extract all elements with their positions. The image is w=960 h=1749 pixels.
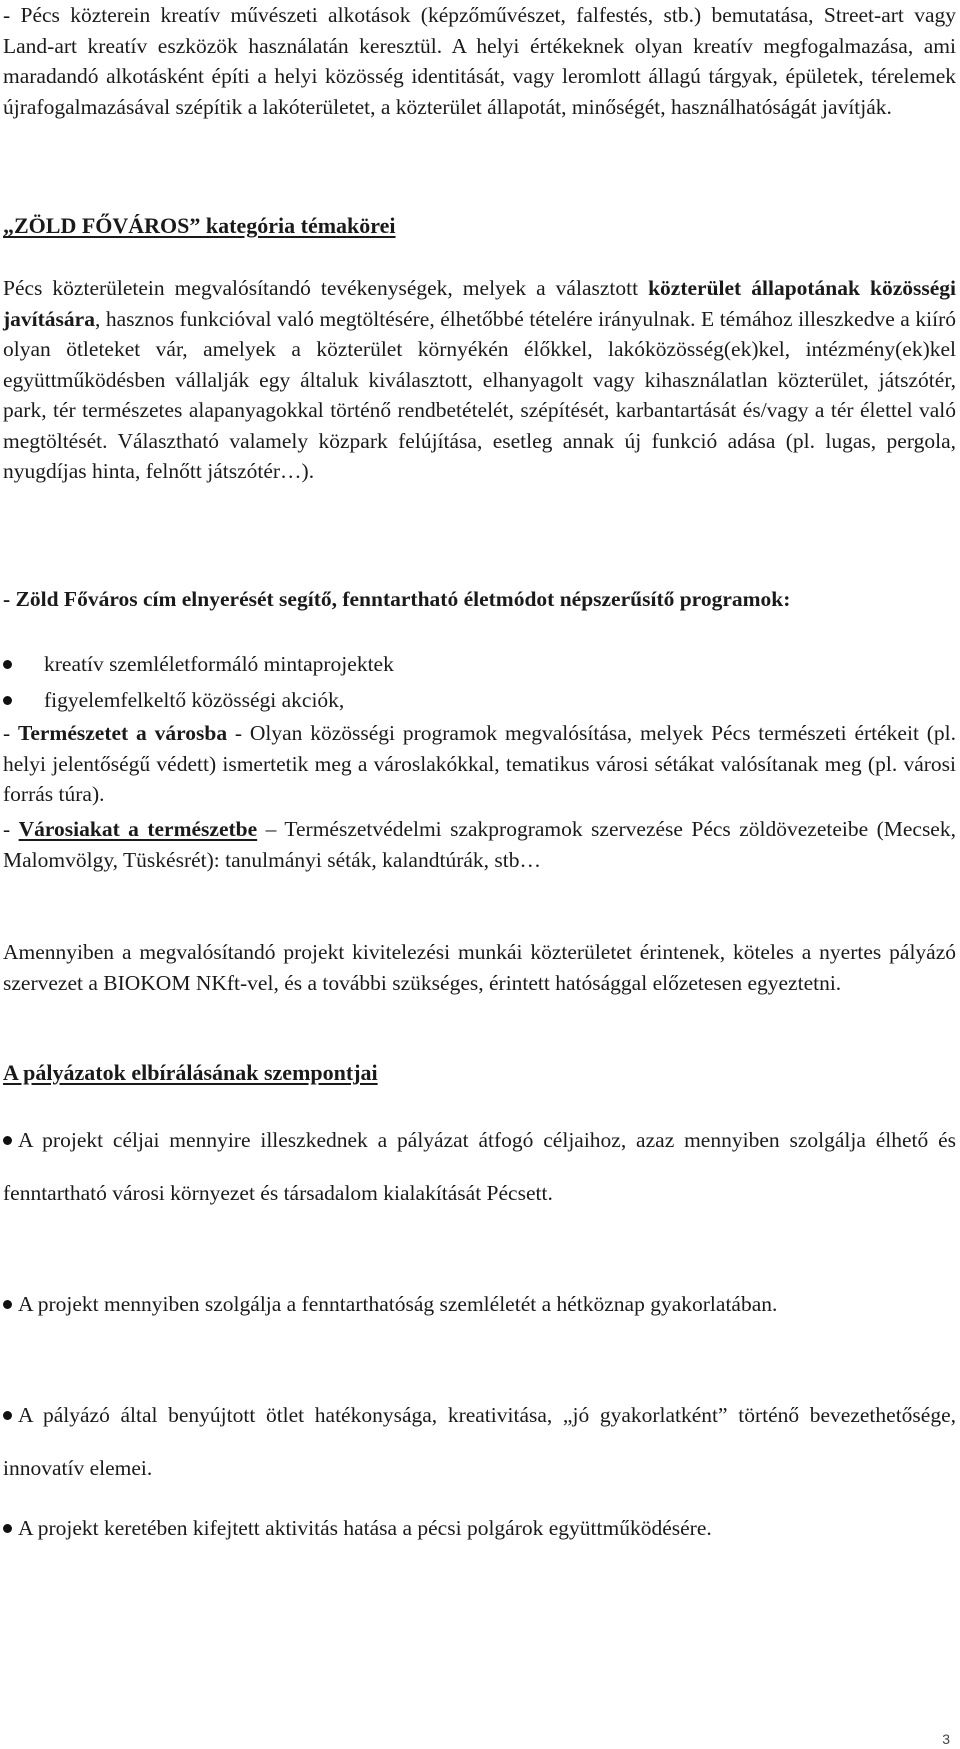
bullet-dot-icon [3, 1136, 12, 1145]
criteria-item-2-text: A projekt mennyiben szolgálja a fenntarthatóság szemléletét a hétköznap gyakorlatában. [18, 1292, 778, 1316]
green-paragraph-bold: közterület állapotának közösségi javítására [3, 276, 956, 331]
intro-rest: bemutatása, Street-art vagy Land-art kreatív eszközök használatán keresztül. A helyi értékeknek olyan kreatív megfogalmazása, ami maradandó alkotásként építi a helyi közösség identitását, vagy leromlott állagú tárgyak, épületek, térelemek újrafogalmazásával szépítik a lakóterületet, a közterület állapotát, minőségét, használhatóságát javítják. [3, 3, 956, 119]
city-nature-text: – Természetvédelmi szakprogramok szervezése Pécs zöldövezeteibe (Mecsek, Malomvölgy, Tüskésrét): tanulmányi séták, kalandtúrák, stb… [3, 817, 956, 872]
programs-heading: - Zöld Főváros cím elnyerését segítő, fenntartható életmódot népszerűsítő programok: [3, 587, 791, 611]
program-bullet-1 [3, 649, 956, 680]
green-paragraph-part2: , hasznos funkcióval való megtöltésére, élhetőbbé tételére irányulnak. E témához illeszkedve a kiíró olyan ötleteket vár, amelyek a közterület környékén élőkkel, lakóközösség(ek)kel, intézmény(ek)kel együttműködésben vállalják egy általuk kiválasztott, elhanyagolt vagy kihasználatlan közterület, játszótér, park, tér természetes alapanyagokkal történő rendbetételét, szépítését, karbantartását és/vagy a tér élettel való megtöltését. Választható valamely közpark felújítása, esetleg annak új funkció adása (pl. lugas, pergola, nyugdíjas hinta, felnőtt játszótér…). [3, 306, 956, 483]
criteria-item-2 [3, 1278, 956, 1331]
criteria-item-1 [3, 1114, 956, 1220]
criteria-item-3-text: A pályázó által benyújtott ötlet hatékonysága, kreativitása, „jó gyakorlatként” történő bevezethetősége, innovatív elemei. [3, 1403, 956, 1480]
criteria-heading: A pályázatok elbírálásának szempontjai [3, 1060, 378, 1085]
program-bullet-1-text: kreatív szemléletformáló mintaprojektek [44, 652, 394, 676]
page-number: 3 [942, 1731, 950, 1747]
criteria-item-4-text: A projekt keretében kifejtett aktivitás hatása a pécsi polgárok együttműködésére. [18, 1516, 712, 1540]
bullet-dot-icon [3, 696, 12, 705]
nature-city-dash: - [3, 721, 18, 745]
bullet-dot-icon [3, 1524, 12, 1533]
city-nature-dash: - [3, 817, 19, 841]
program-bullet-2 [3, 685, 956, 716]
green-paragraph-part1: Pécs közterületein megvalósítandó tevékenységek, melyek a választott [3, 276, 649, 300]
intro-paragraph [3, 0, 956, 122]
city-to-nature-paragraph [3, 814, 956, 875]
city-nature-title: Városiakat a természetbe [18, 817, 258, 841]
nature-city-text: - Olyan közösségi programok megvalósítása, melyek Pécs természeti értékeit (pl. helyi jelentőségű védett) ismertetik meg a városlakókkal, tematikus városi sétákat valósítanak meg (pl. városi forrás túra). [3, 721, 956, 806]
intro-line-1: - Pécs közterein kreatív művészeti alkotások (képzőművészet, falfestés, stb.) [3, 3, 702, 27]
nature-to-city-paragraph [3, 718, 956, 810]
criteria-item-1-text: A projekt céljai mennyire illeszkednek a pályázat átfogó céljaihoz, azaz mennyiben szolgálja élhető és fenntartható városi környezet és társadalom kialakítását Pécsett. [3, 1128, 956, 1205]
criteria-item-4 [3, 1502, 956, 1555]
bullet-dot-icon [3, 1300, 12, 1309]
bullet-dot-icon [3, 660, 12, 669]
biokom-paragraph: Amennyiben a megvalósítandó projekt kivitelezési munkái közterületet érintenek, köteles a nyertes pályázó szervezet a BIOKOM NKft-vel, és a további szükséges, érintett hatósággal előzetesen egyeztetni. [3, 940, 956, 995]
green-capital-heading: „ZÖLD FŐVÁROS” kategória témakörei [3, 213, 396, 238]
bullet-dot-icon [3, 1411, 12, 1420]
criteria-item-3 [3, 1389, 956, 1495]
nature-city-title: Természetet a városba [17, 721, 228, 745]
green-capital-paragraph [3, 273, 956, 487]
program-bullet-2-text: figyelemfelkeltő közösségi akciók, [44, 688, 345, 712]
